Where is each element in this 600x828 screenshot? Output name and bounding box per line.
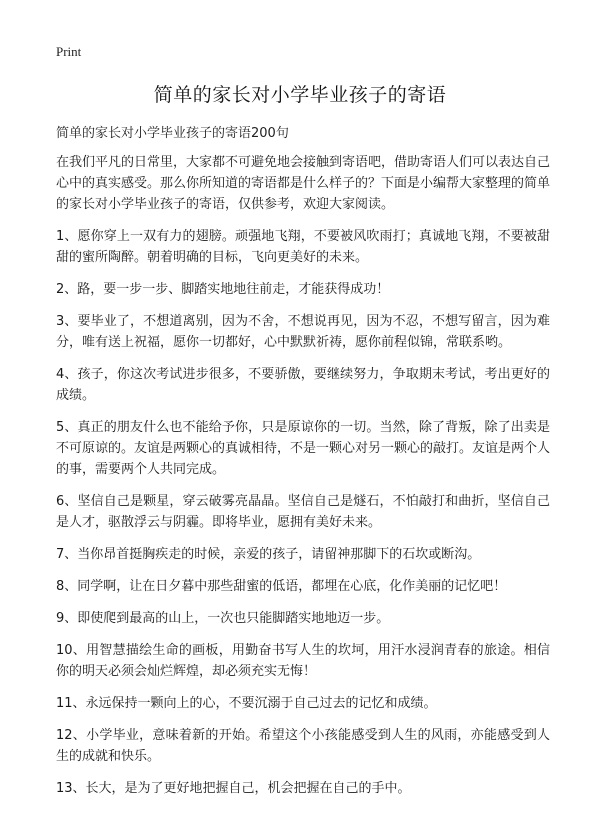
- wish-item-5: 5、真正的朋友什么也不能给予你，只是原谅你的一切。当然，除了背叛，除了出卖是不可原谅的。友谊是两颗心的真诚相待，不是一颗心对另一颗心的敲打。友谊是两个人的事，需要两个人共同完成。: [56, 420, 551, 477]
- wish-item-1: 1、愿你穿上一双有力的翅膀。顽强地飞翔，不要被风吹雨打；真诚地飞翔，不要被甜甜的蜜所陶醉。朝着明确的目标，飞向更美好的未来。: [56, 229, 550, 265]
- wish-item-2: 2、路，要一步一步、脚踏实地地往前走，才能获得成功！: [56, 282, 390, 297]
- intro-paragraph: 在我们平凡的日常里，大家都不可避免地会接触到寄语吧，借助寄语人们可以表达自己心中的真实感受。那么你所知道的寄语都是什么样子的？下面是小编帮大家整理的简单的家长对小学毕业孩子的寄语，仅供参考，欢迎大家阅读。: [56, 155, 551, 212]
- wish-item-7: 7、当你昂首挺胸疾走的时候，亲爱的孩子，请留神那脚下的石坎或断沟。: [56, 547, 481, 562]
- wish-item-13: 13、长大，是为了更好地把握自己，机会把握在自己的手中。: [56, 781, 411, 796]
- wish-item-9: 9、即使爬到最高的山上，一次也只能脚踏实地地迈一步。: [56, 611, 390, 626]
- document-subtitle: 简单的家长对小学毕业孩子的寄语200句: [56, 126, 289, 141]
- wish-item-12: 12、小学毕业，意味着新的开始。希望这个小孩能感受到人生的风雨，亦能感受到人生的成就和快乐。: [56, 728, 550, 764]
- wish-item-3: 3、要毕业了，不想道离别，因为不舍，不想说再见，因为不忍，不想写留言，因为难分，唯有送上祝福，愿你一切都好，心中默默祈祷，愿你前程似锦，常联系哟。: [56, 314, 550, 350]
- print-link[interactable]: Print: [56, 44, 82, 59]
- wish-item-8: 8、同学啊，让在日夕暮中那些甜蜜的低语，都埋在心底，化作美丽的记忆吧！: [56, 579, 507, 594]
- wish-item-11: 11、永远保持一颗向上的心，不要沉溺于自己过去的记忆和成绩。: [56, 696, 437, 711]
- wish-item-4: 4、孩子，你这次考试进步很多，不要骄傲，要继续努力，争取期末考试，考出更好的成绩。: [56, 367, 550, 403]
- document-body: [56, 152, 550, 810]
- wish-item-10: 10、用智慧描绘生命的画板，用勤奋书写人生的坎坷，用汗水浸润青春的旅途。相信你的明天必须会灿烂辉煌，却必须充实无悔！: [56, 643, 550, 679]
- document-title: 简单的家长对小学毕业孩子的寄语: [153, 84, 447, 106]
- wish-item-6: 6、坚信自己是颗星，穿云破雾亮晶晶。坚信自己是燧石，不怕敲打和曲折，坚信自己是人才，驱散浮云与阴霾。即将毕业，愿拥有美好未来。: [56, 494, 550, 530]
